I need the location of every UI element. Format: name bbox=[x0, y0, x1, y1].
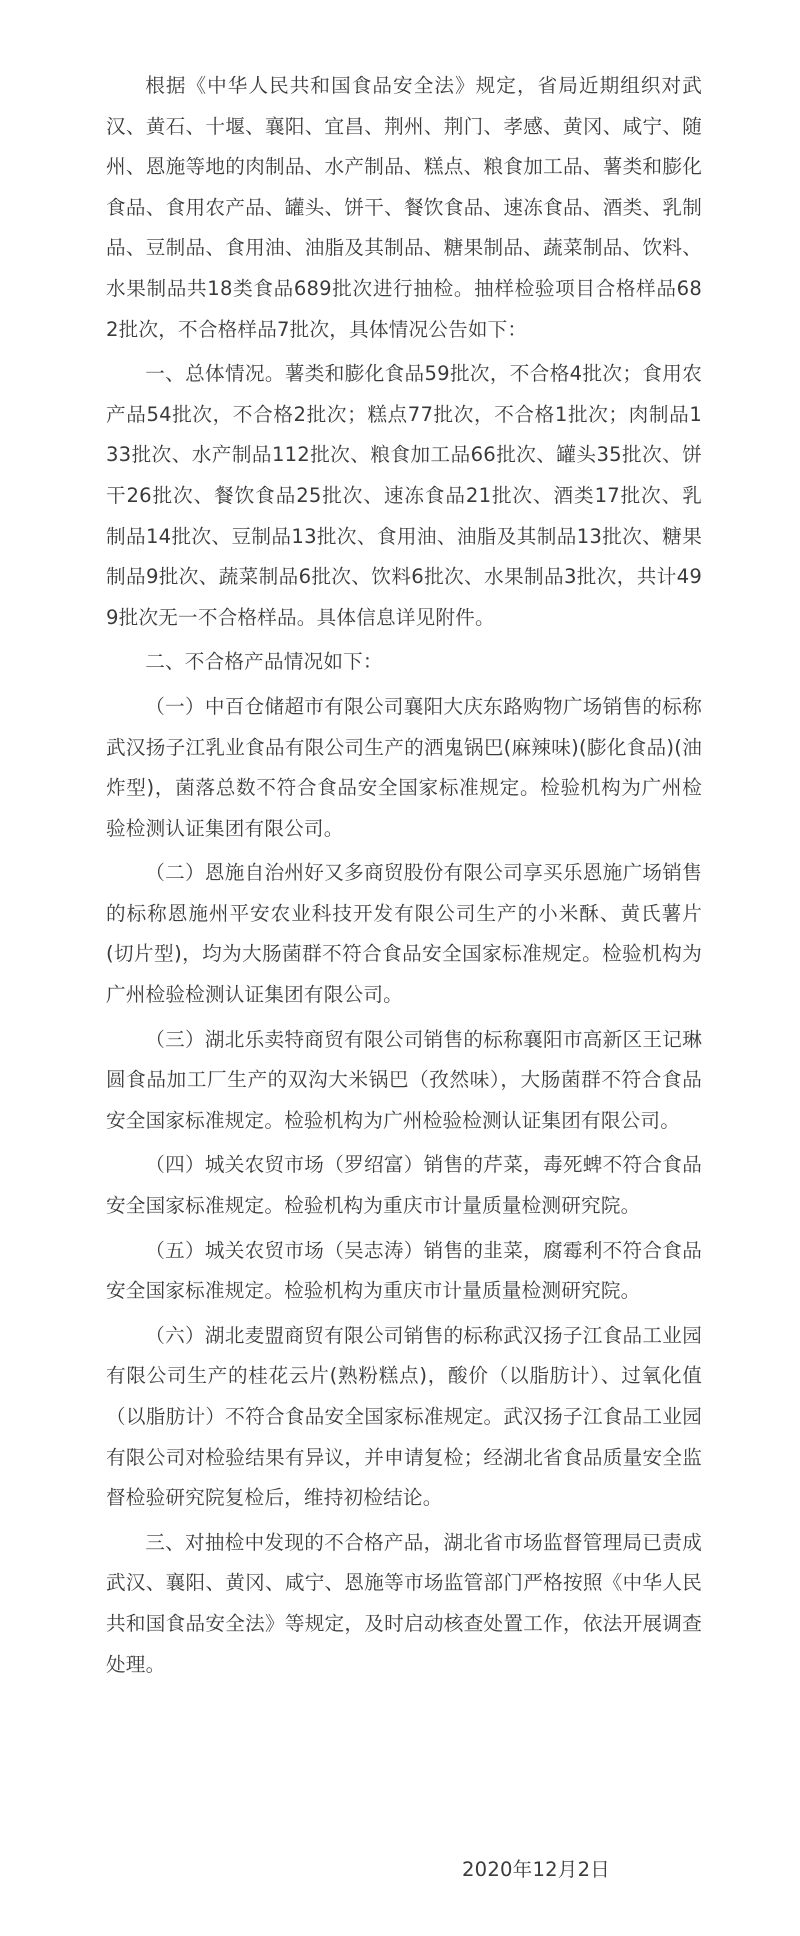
section-handling: 三、对抽检中发现的不合格产品，湖北省市场监督管理局已责成武汉、襄阳、黄冈、咸宁、恩施等市场监管部门严格按照《中华人民共和国食品安全法》等规定，及时启动核查处置工作，依法开展调查处理。 bbox=[106, 1530, 702, 1676]
unqualified-item-6: （六）湖北麦盟商贸有限公司销售的标称武汉扬子江食品工业园有限公司生产的桂花云片(熟粉糕点)，酸价（以脂肪计）、过氧化值（以脂肪计）不符合食品安全国家标准规定。武汉扬子江食品工业园有限公司对检验结果有异议，并申请复检；经湖北省食品质量安全监督检验研究院复检后，维持初检结论。 bbox=[106, 1323, 702, 1510]
unqualified-item-3: （三）湖北乐卖特商贸有限公司销售的标称襄阳市高新区王记琳圆食品加工厂生产的双沟大米锅巴（孜然味），大肠菌群不符合食品安全国家标准规定。检验机构为广州检验检测认证集团有限公司。 bbox=[106, 1027, 702, 1132]
section-unqualified-heading: 二、不合格产品情况如下： bbox=[145, 650, 383, 674]
announcement-body bbox=[106, 66, 702, 1689]
unqualified-item-2: （二）恩施自治州好又多商贸股份有限公司享买乐恩施广场销售的标称恩施州平安农业科技开发有限公司生产的小米酥、黄氏薯片(切片型)，均为大肠菌群不符合食品安全国家标准规定。检验机构为广州检验检测认证集团有限公司。 bbox=[106, 861, 702, 1007]
unqualified-item-1: （一）中百仓储超市有限公司襄阳大庆东路购物广场销售的标称武汉扬子江乳业食品有限公司生产的洒鬼锅巴(麻辣味)(膨化食品)(油炸型)，菌落总数不符合食品安全国家标准规定。检验机构为广州检验检测认证集团有限公司。 bbox=[106, 694, 702, 840]
document-date: 2020年12月2日 bbox=[462, 1858, 611, 1881]
unqualified-item-5: （五）城关农贸市场（吴志涛）销售的韭菜，腐霉利不符合食品安全国家标准规定。检验机构为重庆市计量质量检测研究院。 bbox=[106, 1238, 702, 1303]
section-overall-situation: 一、总体情况。薯类和膨化食品59批次，不合格4批次；食用农产品54批次，不合格2批次；糕点77批次，不合格1批次；肉制品133批次、水产制品112批次、粮食加工品66批次、罐头35批次、饼干26批次、餐饮食品25批次、速冻食品21批次、酒类17批次、乳制品14批次、豆制品13批次、食用油、油脂及其制品13批次、糖果制品9批次、蔬菜制品6批次、饮料6批次、水果制品3批次，共计499批次无一不合格样品。具体信息详见附件。 bbox=[106, 362, 702, 629]
unqualified-item-4: （四）城关农贸市场（罗绍富）销售的芹菜，毒死蜱不符合食品安全国家标准规定。检验机构为重庆市计量质量检测研究院。 bbox=[106, 1153, 702, 1218]
intro-paragraph: 根据《中华人民共和国食品安全法》规定，省局近期组织对武汉、黄石、十堰、襄阳、宜昌、荆州、荆门、孝感、黄冈、咸宁、随州、恩施等地的肉制品、水产制品、糕点、粮食加工品、薯类和膨化食品、食用农产品、罐头、饼干、餐饮食品、速冻食品、酒类、乳制品、豆制品、食用油、油脂及其制品、糖果制品、蔬菜制品、饮料、水果制品共18类食品689批次进行抽检。抽样检验项目合格样品682批次，不合格样品7批次，具体情况公告如下： bbox=[106, 74, 702, 341]
